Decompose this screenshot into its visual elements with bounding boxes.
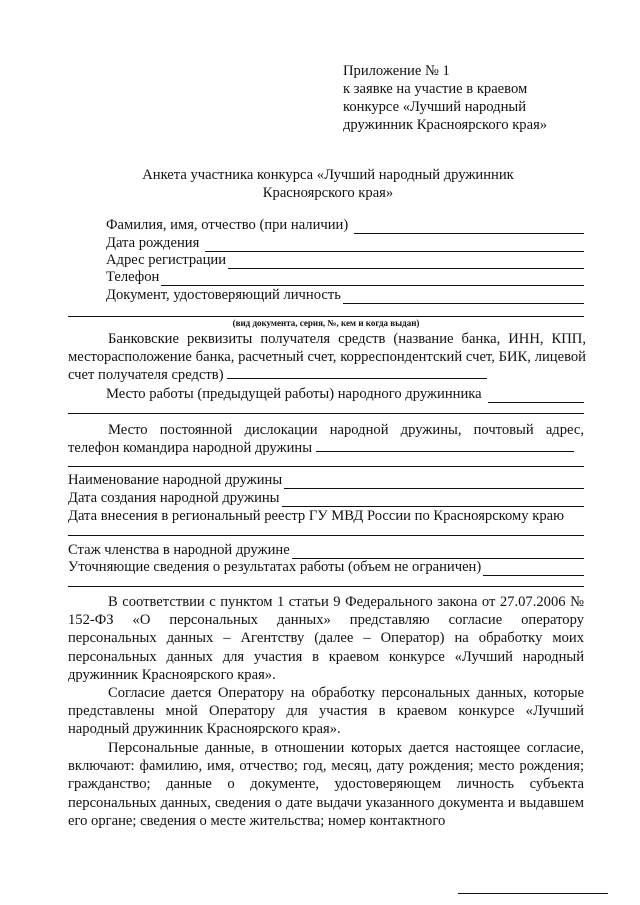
field-work-label: Место работы (предыдущей работы) народного дружинника <box>106 386 482 402</box>
field-location-blank[interactable] <box>316 439 574 452</box>
field-experience <box>68 541 584 559</box>
footnote-rule <box>458 893 608 894</box>
field-doc <box>106 286 584 304</box>
field-phone-label: Телефон <box>106 269 160 285</box>
field-squad-date-blank[interactable] <box>282 493 585 507</box>
field-squad-date-label: Дата создания народной дружины <box>68 490 280 506</box>
work-continuation-line[interactable] <box>68 413 584 414</box>
field-address <box>106 251 584 269</box>
field-squad-name <box>68 471 584 489</box>
field-squad-date <box>68 489 584 507</box>
field-location <box>68 421 584 457</box>
field-address-blank[interactable] <box>228 255 584 269</box>
consent-paragraph-3 <box>68 739 584 830</box>
field-experience-blank[interactable] <box>292 545 584 559</box>
doc-continuation-line[interactable] <box>68 316 584 317</box>
field-location-label: Место постоянной дислокации народной дружины, почтовый адрес, телефон командира народной дружины <box>68 422 584 457</box>
field-doc-label: Документ, удостоверяющий личность <box>106 287 341 303</box>
field-fio-blank[interactable] <box>354 220 584 234</box>
field-work <box>106 385 584 403</box>
results-continuation-line[interactable] <box>68 586 584 587</box>
annex-header <box>343 62 603 134</box>
title-line-2: Красноярского края» <box>262 185 394 201</box>
field-birth-label: Дата рождения <box>106 235 200 251</box>
field-registry <box>68 507 584 525</box>
consent-paragraph-2 <box>68 684 584 739</box>
field-bank-label: Банковские реквизиты получателя средств (название банка, ИНН, КПП, месторасположение банка, расчетный счет, корреспондентский счет, БИК, лицевой счет получателя средств) <box>68 331 586 384</box>
field-fio-label: Фамилия, имя, отчество (при наличии) <box>106 217 349 233</box>
doc-caption: (вид документа, серия, №, кем и когда выдан) <box>232 318 420 328</box>
field-bank-blank[interactable] <box>227 366 487 379</box>
consent-p2-text: Согласие дается Оператору на обработку персональных данных, которые представлены мной Оператору для участия в краевом конкурсе «Лучший народный дружинник Красноярского края». <box>68 685 584 738</box>
annex-line-2: к заявке на участие в краевом <box>343 81 528 97</box>
field-results <box>68 558 584 576</box>
field-squad-name-blank[interactable] <box>284 475 584 489</box>
field-experience-label: Стаж членства в народной дружине <box>68 542 290 558</box>
field-work-blank[interactable] <box>488 389 584 403</box>
field-phone <box>106 268 584 286</box>
annex-line-1: Приложение № 1 <box>343 63 450 79</box>
field-results-label: Уточняющие сведения о результатах работы (объем не ограничен) <box>68 559 482 575</box>
field-doc-blank[interactable] <box>343 290 584 304</box>
form-title <box>68 166 588 202</box>
consent-paragraph-1 <box>68 593 584 684</box>
consent-p1-text: В соответствии с пунктом 1 статьи 9 Федерального закона от 27.07.2006 № 152-ФЗ «О персональных данных» представляю согласие оператору персональных данных – Агентству (далее – Оператор) на обработку моих персональных данных для участия в краевом конкурсе «Лучший народный дружинник Красноярского края». <box>68 594 584 683</box>
field-registry-label: Дата внесения в региональный реестр ГУ МВД России по Красноярскому краю <box>68 508 565 524</box>
registry-continuation-line[interactable] <box>68 535 584 536</box>
field-birth-blank[interactable] <box>205 238 584 252</box>
consent-p3-text: Персональные данные, в отношении которых дается настоящее согласие, включают: фамилию, имя, отчество; год, месяц, дату рождения; место рождения; гражданство; данные о документе, удостоверяющем личность субъекта персональных данных, сведения о дате выдачи указанного документа и выдавшем его органе; сведения о месте жительства; номер контактного <box>68 740 584 829</box>
field-bank <box>68 330 586 385</box>
field-fio <box>106 216 584 234</box>
field-phone-blank[interactable] <box>161 272 584 286</box>
field-address-label: Адрес регистрации <box>106 252 227 268</box>
annex-line-3: конкурсе «Лучший народный <box>343 99 526 115</box>
annex-line-4: дружинник Красноярского края» <box>343 117 548 133</box>
field-birth <box>106 234 584 252</box>
field-squad-name-label: Наименование народной дружины <box>68 472 283 488</box>
field-results-blank[interactable] <box>483 562 584 576</box>
title-line-1: Анкета участника конкурса «Лучший народный дружинник <box>142 167 514 183</box>
location-continuation-line[interactable] <box>68 466 584 467</box>
